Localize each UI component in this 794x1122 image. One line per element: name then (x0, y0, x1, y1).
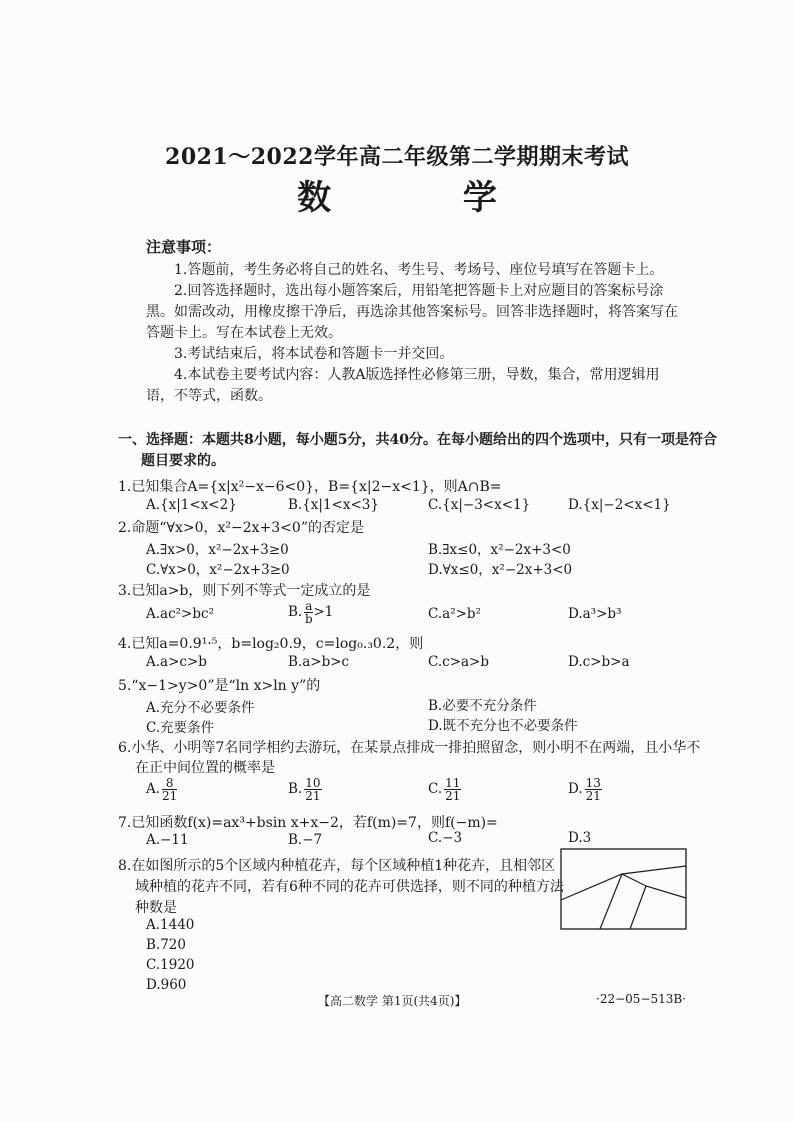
notice-heading: 注意事项： (146, 238, 222, 256)
option-a: A.ac²>bc² (146, 606, 214, 622)
denominator: 21 (162, 789, 178, 803)
exam-title: 2021～2022学年高二年级第二学期期末考试 (165, 144, 629, 170)
notice-line: 黑。如需改动，用橡皮擦干净后，再选涂其他答案标号。回答非选择题时，将答案写在 (146, 304, 678, 320)
option-a: A.1440 (146, 917, 195, 933)
question-stem: 1.已知集合A={x|x²−x−6<0}，B={x|2−x<1}，则A∩B= (118, 479, 502, 495)
question-stem: 3.已知a>b，则下列不等式一定成立的是 (118, 583, 371, 599)
option-rest: >1 (313, 604, 334, 620)
option-label: A. (146, 781, 161, 797)
question-stem: 6.小华、小明等7名同学相约去游玩，在某景点排成一排拍照留念，则小明不在两端，且小华不 (118, 740, 701, 756)
option-b: B.{x|1<x<3} (288, 497, 379, 513)
denominator: 21 (445, 789, 461, 803)
notice-line: 1.答题前，考生务必将自己的姓名、考生号、考场号、座位号填写在答题卡上。 (174, 262, 664, 278)
option-c: C.a²>b² (428, 606, 481, 622)
question-stem: 7.已知函数f(x)=ax³+bsin x+x−2，若f(m)=7，则f(−m)= (118, 815, 498, 831)
option-d: D.960 (146, 977, 187, 993)
question-stem: 4.已知a=0.9¹·⁵，b=log₂0.9，c=log₀.₃0.2，则 (118, 636, 424, 652)
option-b (288, 777, 322, 802)
option-a: A.充分不必要条件 (146, 700, 255, 716)
option-b (288, 600, 333, 625)
denominator: 21 (305, 789, 321, 803)
option-c: C.c>a>b (428, 654, 490, 670)
option-c: C.1920 (146, 957, 195, 973)
fraction (304, 600, 313, 625)
notice-line: 2.回答选择题时，选出每小题答案后，用铅笔把答题卡上对应题目的答案标号涂 (174, 283, 664, 299)
option-a: A.∃x>0，x²−2x+3≥0 (146, 542, 289, 558)
option-d: D.既不充分也不必要条件 (428, 718, 578, 734)
question-stem: 2.命题“∀x>0，x²−2x+3<0”的否定是 (118, 520, 364, 536)
fraction (444, 777, 461, 802)
question-stem-cont: 种数是 (135, 900, 177, 916)
numerator: 13 (585, 776, 601, 790)
notice-line: 语，不等式，函数。 (146, 388, 272, 404)
option-c: C.充要条件 (146, 720, 215, 736)
option-c: C.−3 (428, 830, 463, 846)
option-a: A.{x|1<x<2} (146, 497, 237, 513)
five-region-figure (560, 848, 687, 930)
denominator: 21 (585, 789, 601, 803)
option-a (146, 777, 177, 802)
option-c: C.{x|−3<x<1} (428, 497, 531, 513)
option-d (568, 777, 602, 802)
section-line: 一、选择题：本题共8小题，每小题5分，共40分。在每小题给出的四个选项中，只有一项是符合 (118, 432, 717, 448)
option-label: B. (288, 781, 303, 797)
option-c (428, 777, 461, 802)
numerator: 11 (445, 776, 461, 790)
fraction (304, 777, 321, 802)
section-line: 题目要求的。 (141, 453, 225, 469)
option-label: C. (428, 781, 443, 797)
option-b: B.∃x≤0，x²−2x+3<0 (428, 542, 571, 558)
numerator: a (305, 599, 313, 613)
subject-title: 数 学 (297, 178, 557, 218)
question-stem: 8.在如图所示的5个区域内种植花卉，每个区域种植1种花卉，且相邻区 (118, 858, 556, 874)
option-d: D.∀x≤0，x²−2x+3<0 (428, 562, 573, 578)
question-stem-cont: 在正中间位置的概率是 (135, 760, 275, 776)
question-stem-cont: 域种植的花卉不同，若有6种不同的花卉可供选择，则不同的种植方法 (135, 879, 564, 895)
option-b: B.720 (146, 937, 186, 953)
option-b: B.必要不充分条件 (428, 698, 537, 714)
page-footer-label: 【高二数学 第1页(共4页)】 (318, 994, 467, 1008)
option-d: D.3 (568, 830, 592, 846)
section-heading (118, 430, 717, 472)
question-stem: 5.“x−1>y>0”是“ln x>ln y”的 (118, 678, 321, 694)
notice-line: 答题卡上。写在本试卷上无效。 (146, 325, 342, 341)
page-footer-code: ·22−05−513B· (596, 992, 686, 1006)
fraction (585, 777, 602, 802)
option-d: D.a³>b³ (568, 606, 622, 622)
option-a: A.a>c>b (146, 654, 207, 670)
numerator: 10 (305, 776, 321, 790)
notice-line: 4.本试卷主要考试内容：人教A版选择性必修第三册，导数，集合，常用逻辑用 (174, 367, 660, 383)
denominator: b (304, 612, 313, 626)
option-b: B.−7 (288, 832, 323, 848)
option-c: C.∀x>0，x²−2x+3≥0 (146, 562, 290, 578)
option-label: B. (288, 604, 303, 620)
fraction (162, 777, 177, 802)
notice-line: 3.考试结束后，将本试卷和答题卡一并交回。 (174, 346, 454, 362)
option-d: D.{x|−2<x<1} (568, 497, 671, 513)
numerator: 8 (162, 777, 177, 790)
option-d: D.c>b>a (568, 654, 630, 670)
option-a: A.−11 (146, 832, 189, 848)
notice-body (146, 260, 686, 407)
option-label: D. (568, 781, 583, 797)
option-b: B.a>b>c (288, 654, 350, 670)
